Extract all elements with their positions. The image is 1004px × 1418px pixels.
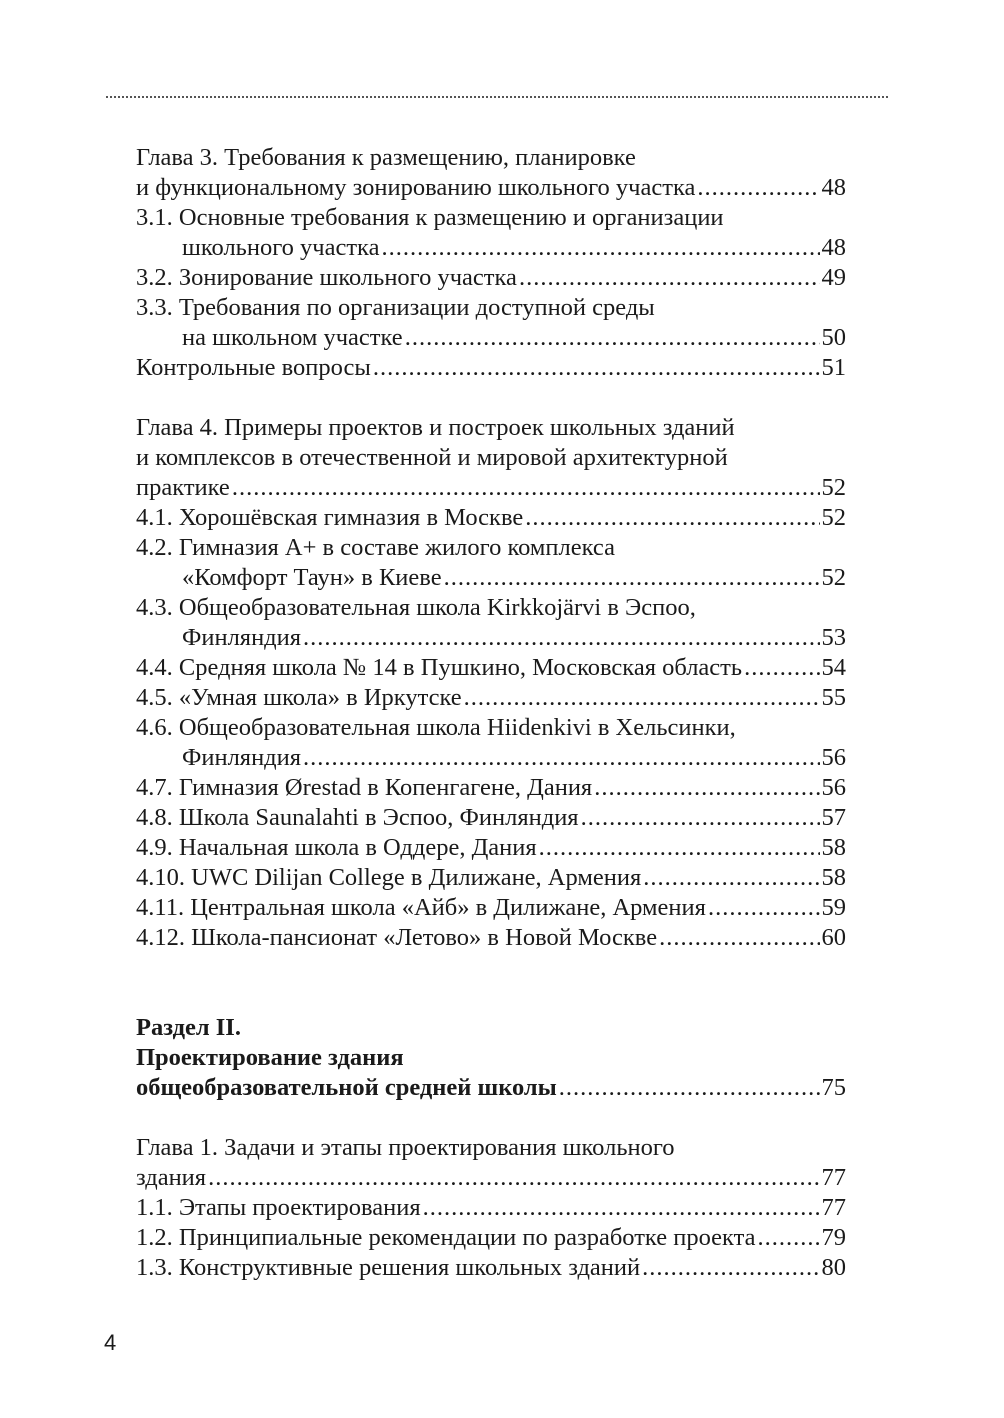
toc-entry-4-3-line1[interactable]: 4.3. Общеобразовательная школа Kirkkojärvi в Эспоо, bbox=[136, 594, 696, 621]
toc-entry-4-7[interactable]: 4.7. Гимназия Ørestad в Копенгагене, Дания ..... 56 bbox=[136, 773, 846, 803]
page-ref: 51 bbox=[821, 354, 846, 381]
table-of-contents bbox=[136, 143, 846, 1283]
toc-entry-3-3-line1[interactable]: 3.3. Требования по организации доступной среды bbox=[136, 294, 655, 321]
leader-dots bbox=[697, 173, 819, 203]
page-ref: 75 bbox=[821, 1074, 846, 1101]
leader-dots bbox=[232, 473, 820, 503]
toc-entry-4-9[interactable]: 4.9. Начальная школа в Оддере, Дания ..... 58 bbox=[136, 833, 846, 863]
toc-entry-4-5[interactable]: 4.5. «Умная школа» в Иркутске ..... 55 bbox=[136, 683, 846, 713]
chapter3-title-line1: Глава 3. Требования к размещению, планировке bbox=[136, 144, 636, 171]
toc-entry-3-2[interactable]: 3.2. Зонирование школьного участка ..... 49 bbox=[136, 263, 846, 293]
page-ref: 48 bbox=[821, 234, 846, 261]
leader-dots bbox=[594, 773, 819, 803]
page-ref: 52 bbox=[821, 564, 846, 591]
leader-dots bbox=[423, 1193, 820, 1223]
leader-dots bbox=[642, 1253, 819, 1283]
page-ref: 53 bbox=[821, 624, 846, 651]
page-ref: 57 bbox=[821, 804, 846, 831]
page-ref: 54 bbox=[821, 654, 846, 681]
chapter3-title-entry[interactable]: и функциональному зонированию школьного участка ..... 48 bbox=[136, 173, 846, 203]
toc-entry-4-2[interactable]: «Комфорт Таун» в Киеве ..... 52 bbox=[136, 563, 846, 593]
leader-dots bbox=[757, 1223, 819, 1253]
leader-dots bbox=[708, 893, 820, 923]
leader-dots bbox=[581, 803, 820, 833]
leader-dots bbox=[643, 863, 819, 893]
toc-entry-3-1[interactable]: школьного участка ..... 48 bbox=[136, 233, 846, 263]
toc-entry-1-2[interactable]: 1.2. Принципиальные рекомендации по разработке проекта ..... 79 bbox=[136, 1223, 846, 1253]
leader-dots bbox=[539, 833, 820, 863]
toc-entry-3-1-line1[interactable]: 3.1. Основные требования к размещению и организации bbox=[136, 204, 724, 231]
leader-dots bbox=[444, 563, 820, 593]
leader-dots bbox=[744, 653, 819, 683]
toc-entry-4-6-line1[interactable]: 4.6. Общеобразовательная школа Hiidenkivi в Хельсинки, bbox=[136, 714, 736, 741]
page-ref: 52 bbox=[821, 474, 846, 501]
page-ref: 49 bbox=[821, 264, 846, 291]
toc-entry-4-6[interactable]: Финляндия ..... 56 bbox=[136, 743, 846, 773]
page-ref: 77 bbox=[821, 1164, 846, 1191]
top-dotted-rule bbox=[106, 96, 888, 98]
chapter1-title-entry[interactable]: здания ..... 77 bbox=[136, 1163, 846, 1193]
page-ref: 50 bbox=[821, 324, 846, 351]
toc-entry-4-4[interactable]: 4.4. Средняя школа № 14 в Пушкино, Московская область ..... 54 bbox=[136, 653, 846, 683]
page-ref: 52 bbox=[821, 504, 846, 531]
toc-entry-3-3[interactable]: на школьном участке ..... 50 bbox=[136, 323, 846, 353]
section2-title-line1: Раздел II. bbox=[136, 1014, 241, 1041]
leader-dots bbox=[303, 743, 819, 773]
page-ref: 58 bbox=[821, 834, 846, 861]
leader-dots bbox=[208, 1163, 819, 1193]
toc-entry-4-8[interactable]: 4.8. Школа Saunalahti в Эспоо, Финляндия ..... 57 bbox=[136, 803, 846, 833]
page-ref: 58 bbox=[821, 864, 846, 891]
leader-dots bbox=[373, 353, 820, 383]
page-ref: 60 bbox=[821, 924, 846, 951]
leader-dots bbox=[405, 323, 820, 353]
leader-dots bbox=[525, 503, 819, 533]
page-ref: 59 bbox=[821, 894, 846, 921]
page-ref: 77 bbox=[821, 1194, 846, 1221]
page-ref: 56 bbox=[821, 744, 846, 771]
chapter4-title-entry[interactable]: практике ..... 52 bbox=[136, 473, 846, 503]
page-ref: 56 bbox=[821, 774, 846, 801]
leader-dots bbox=[659, 923, 819, 953]
chapter1-title-line1: Глава 1. Задачи и этапы проектирования школьного bbox=[136, 1134, 675, 1161]
toc-entry-4-1[interactable]: 4.1. Хорошёвская гимназия в Москве ..... 52 bbox=[136, 503, 846, 533]
page-ref: 80 bbox=[821, 1254, 846, 1281]
toc-entry-4-3[interactable]: Финляндия ..... 53 bbox=[136, 623, 846, 653]
leader-dots bbox=[303, 623, 819, 653]
toc-entry-1-1[interactable]: 1.1. Этапы проектирования ..... 77 bbox=[136, 1193, 846, 1223]
page-number: 4 bbox=[104, 1330, 117, 1355]
chapter4-title-line1: Глава 4. Примеры проектов и построек школьных зданий bbox=[136, 414, 735, 441]
section2-entry[interactable]: общеобразовательной средней школы ..... 75 bbox=[136, 1073, 846, 1103]
toc-entry-1-3[interactable]: 1.3. Конструктивные решения школьных зданий ..... 80 bbox=[136, 1253, 846, 1283]
leader-dots bbox=[519, 263, 820, 293]
page-ref: 55 bbox=[821, 684, 846, 711]
chapter4-title-line2: и комплексов в отечественной и мировой архитектурной bbox=[136, 444, 728, 471]
section2-title-line2: Проектирование здания bbox=[136, 1044, 404, 1071]
toc-entry-4-12[interactable]: 4.12. Школа-пансионат «Летово» в Новой Москве ..... 60 bbox=[136, 923, 846, 953]
toc-entry-4-11[interactable]: 4.11. Центральная школа «Айб» в Дилижане, Армения ..... 59 bbox=[136, 893, 846, 923]
page-ref: 79 bbox=[821, 1224, 846, 1251]
toc-entry-4-10[interactable]: 4.10. UWC Dilijan College в Дилижане, Армения ..... 58 bbox=[136, 863, 846, 893]
leader-dots bbox=[559, 1073, 820, 1103]
leader-dots bbox=[381, 233, 819, 263]
leader-dots bbox=[464, 683, 820, 713]
toc-entry-4-2-line1[interactable]: 4.2. Гимназия A+ в составе жилого комплекса bbox=[136, 534, 615, 561]
toc-entry-questions[interactable]: Контрольные вопросы ..... 51 bbox=[136, 353, 846, 383]
page-ref: 48 bbox=[821, 174, 846, 201]
